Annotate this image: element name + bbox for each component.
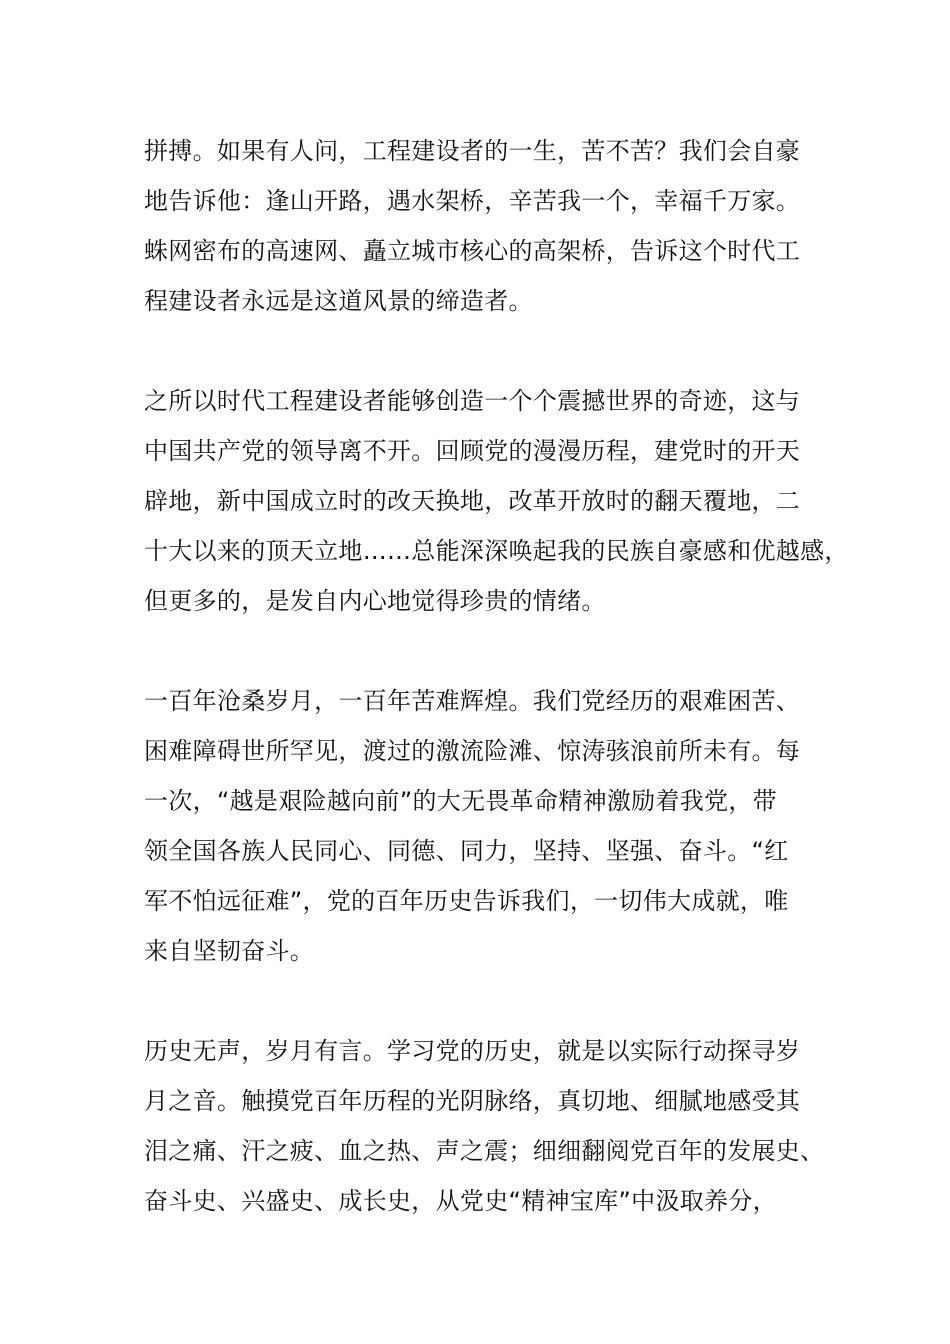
text-line: 但更多的，是发自内心地觉得珍贵的情绪。 (144, 587, 606, 615)
text-line: 蛛网密布的高速网、矗立城市核心的高架桥，告诉这个时代工 (144, 237, 801, 265)
text-line: 月之音。触摸党百年历程的光阴脉络，真切地、细腻地感受其 (144, 1087, 801, 1115)
text-line: 领全国各族人民同心、同德、同力，坚持、坚强、奋斗。“红 (144, 837, 789, 865)
paragraph-4 (144, 1026, 834, 1226)
text-line: 军不怕远征难”，党的百年历史告诉我们，一切伟大成就，唯 (144, 887, 789, 915)
text-line: 历史无声，岁月有言。学习党的历史，就是以实际行动探寻岁 (144, 1037, 801, 1065)
paragraph-1 (144, 126, 834, 326)
text-line: 地告诉他：逢山开路，遇水架桥，辛苦我一个，幸福千万家。 (144, 187, 801, 215)
text-line: 程建设者永远是这道风景的缔造者。 (144, 287, 533, 315)
document-body (144, 126, 849, 1276)
text-line: 拼搏。如果有人问，工程建设者的一生，苦不苦？我们会自豪 (144, 137, 801, 165)
paragraph-2 (144, 376, 849, 626)
text-line: 来自坚韧奋斗。 (144, 937, 315, 965)
text-line: 奋斗史、兴盛史、成长史，从党史“精神宝库”中汲取养分， (144, 1187, 777, 1215)
text-line: 之所以时代工程建设者能够创造一个个震撼世界的奇迹，这与 (144, 387, 801, 415)
text-line: 泪之痛、汗之疲、血之热、声之震；细细翻阅党百年的发展史、 (144, 1137, 825, 1165)
text-line: 中国共产党的领导离不开。回顾党的漫漫历程，建党时的开天 (144, 437, 801, 465)
text-line: 困难障碍世所罕见，渡过的激流险滩、惊涛骇浪前所未有。每 (144, 737, 801, 765)
paragraph-3 (144, 676, 834, 976)
text-line: 辟地，新中国成立时的改天换地，改革开放时的翻天覆地，二 (144, 487, 801, 515)
text-line: 一百年沧桑岁月，一百年苦难辉煌。我们党经历的艰难困苦、 (144, 687, 801, 715)
text-line: 十大以来的顶天立地……总能深深唤起我的民族自豪感和优越感， (144, 537, 849, 565)
text-line: 一次，“越是艰险越向前”的大无畏革命精神激励着我党，带 (144, 787, 777, 815)
